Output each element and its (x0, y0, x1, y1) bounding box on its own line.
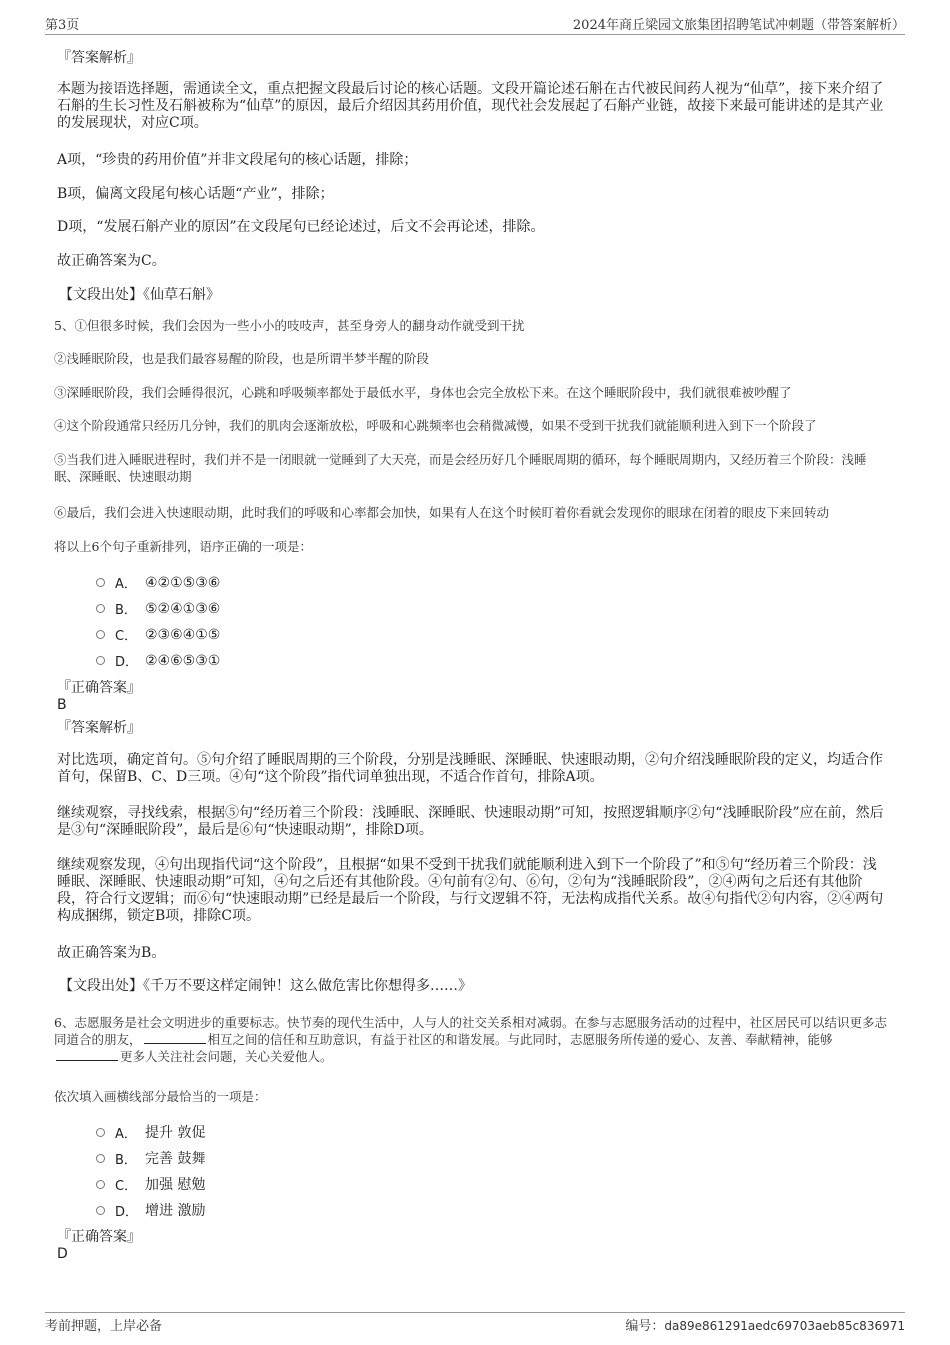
q4-analysis-p3: B项，偏离文段尾句核心话题“产业”，排除； (57, 186, 334, 202)
radio-icon[interactable] (96, 630, 105, 639)
q6-prompt: 依次填入画横线部分最恰当的一项是： (54, 1089, 267, 1104)
page-number: 第3页 (45, 18, 80, 33)
q6-option-c[interactable]: C． 加强 慰勉 (96, 1174, 205, 1194)
radio-icon[interactable] (96, 1180, 105, 1189)
q6-option-a[interactable]: A． 提升 敦促 (96, 1122, 205, 1142)
footer-slogan: 考前押题，上岸必备 (45, 1319, 163, 1334)
radio-icon[interactable] (96, 1206, 105, 1215)
q5-sentence-6: ⑥最后，我们会进入快速眼动期，此时我们的呼吸和心率都会加快，如果有人在这个时候盯着你看就会发现你的眼球在闭着的眼皮下来回转动 (54, 505, 830, 520)
q5-option-a[interactable]: A． ④②①⑤③⑥ (96, 573, 220, 592)
page-footer (45, 1312, 905, 1334)
page-header (45, 14, 905, 35)
q6-answer: D (57, 1246, 68, 1262)
document-code: 编号：da89e861291aedc69703aeb85c836971 (625, 1319, 905, 1334)
q6-option-b[interactable]: B． 完善 鼓舞 (96, 1148, 205, 1168)
radio-icon[interactable] (96, 604, 105, 613)
q5-sentence-3: ③深睡眠阶段，我们会睡得很沉，心跳和呼吸频率都处于最低水平，身体也会完全放松下来。在这个睡眠阶段中，我们就很难被吵醒了 (54, 385, 792, 400)
q5-answer-label: 『正确答案』 (57, 680, 141, 696)
q4-analysis-p2: A项，“珍贵的药用价值”并非文段尾句的核心话题，排除； (57, 152, 418, 168)
q5-sentence-4: ④这个阶段通常只经历几分钟，我们的肌肉会逐渐放松，呼吸和心跳频率也会稍微减慢，如果不受到干扰我们就能顺利进入到下一个阶段了 (54, 418, 817, 433)
q4-analysis-p5: 故正确答案为C。 (57, 253, 166, 269)
q5-source: 【文段出处】《千万不要这样定闹钟！这么做危害比你想得多……》 (59, 978, 472, 994)
q5-analysis-p4: 故正确答案为B。 (57, 945, 166, 961)
q5-sentence-2: ②浅睡眠阶段，也是我们最容易醒的阶段，也是所谓半梦半醒的阶段 (54, 351, 430, 366)
q4-analysis-p1: 本题为接语选择题，需通读全文，重点把握文段最后讨论的核心话题。文段开篇论述石斛在古代被民间药人视为“仙草”，接下来介绍了石斛的生长习性及石斛被称为“仙草”的原因，最后介绍因其药用价值，现代社会发展起了石斛产业链，故接下来最可能讲述的是其产业的发展现状，对应C项。 (57, 81, 884, 131)
q5-sentence-1: 5、①但很多时候，我们会因为一些小小的吱吱声，甚至身旁人的翻身动作就受到干扰 (54, 318, 525, 333)
q4-analysis-p4: D项，“发展石斛产业的原因”在文段尾句已经论述过，后文不会再论述，排除。 (57, 219, 545, 235)
q5-analysis-label: 『答案解析』 (57, 720, 141, 736)
q5-analysis-p3: 继续观察发现，④句出现指代词“这个阶段”，且根据“如果不受到干扰我们就能顺利进入到下一个阶段了”和⑤句“经历着三个阶段：浅睡眠、深睡眠、快速眼动期”可知，④句之后还有其他阶段。④句前有②句、⑥句，②句为“浅睡眠阶段”，②④两句之后还有其他阶段，符合行文逻辑；而⑥句“快速眼动期”已经是最后一个阶段，与行文逻辑不符，无法构成指代关系。故④句指代②句内容，②④两句构成捆绑，锁定B项，排除C项。 (57, 857, 884, 924)
radio-icon[interactable] (96, 578, 105, 587)
document-title: 2024年商丘梁园文旅集团招聘笔试冲刺题（带答案解析） (572, 18, 905, 33)
q5-option-d[interactable]: D． ②④⑥⑤③① (96, 651, 220, 670)
q5-prompt: 将以上6个句子重新排列，语序正确的一项是： (54, 539, 312, 554)
q4-source: 【文段出处】《仙草石斛》 (59, 287, 220, 303)
q5-analysis-p2: 继续观察，寻找线索，根据⑤句“经历着三个阶段：浅睡眠、深睡眠、快速眼动期”可知，按照逻辑顺序②句“浅睡眠阶段”应在前，然后是③句“深睡眠阶段”，最后是⑥句“快速眼动期”，排除D项。 (57, 805, 884, 838)
radio-icon[interactable] (96, 1128, 105, 1137)
q4-analysis-label: 『答案解析』 (57, 50, 141, 66)
q5-option-b[interactable]: B． ⑤②④①③⑥ (96, 599, 220, 618)
radio-icon[interactable] (96, 656, 105, 665)
fill-blank-2 (56, 1048, 118, 1061)
q6-answer-label: 『正确答案』 (57, 1229, 141, 1245)
q5-answer: B (57, 697, 67, 713)
q6-option-d[interactable]: D． 增进 激励 (96, 1200, 205, 1220)
radio-icon[interactable] (96, 1154, 105, 1163)
q5-option-c[interactable]: C． ②③⑥④①⑤ (96, 625, 220, 644)
q6-stem: 6、志愿服务是社会文明进步的重要标志。快节奏的现代生活中，人与人的社交关系相对减弱。在参与志愿服务活动的过程中，社区居民可以结识更多志同道合的朋友， 相互之间的信任和互助意识，有益于社区的和谐发展。与此同时，志愿服务所传递的爱心、友善、奉献精神，能够更多人关注社会问题，关心关爱他人。 (54, 1015, 887, 1064)
fill-blank-1 (144, 1031, 206, 1044)
q5-analysis-p1: 对比选项，确定首句。⑤句介绍了睡眠周期的三个阶段，分别是浅睡眠、深睡眠、快速眼动期，②句介绍浅睡眠阶段的定义，均适合作首句，保留B、C、D三项。④句“这个阶段”指代词单独出现，不适合作首句，排除A项。 (57, 752, 883, 785)
q5-sentence-5: ⑤当我们进入睡眠进程时，我们并不是一闭眼就一觉睡到了大天亮，而是会经历好几个睡眠周期的循环，每个睡眠周期内，又经历着三个阶段：浅睡眠、深睡眠、快速眼动期 (54, 452, 867, 484)
